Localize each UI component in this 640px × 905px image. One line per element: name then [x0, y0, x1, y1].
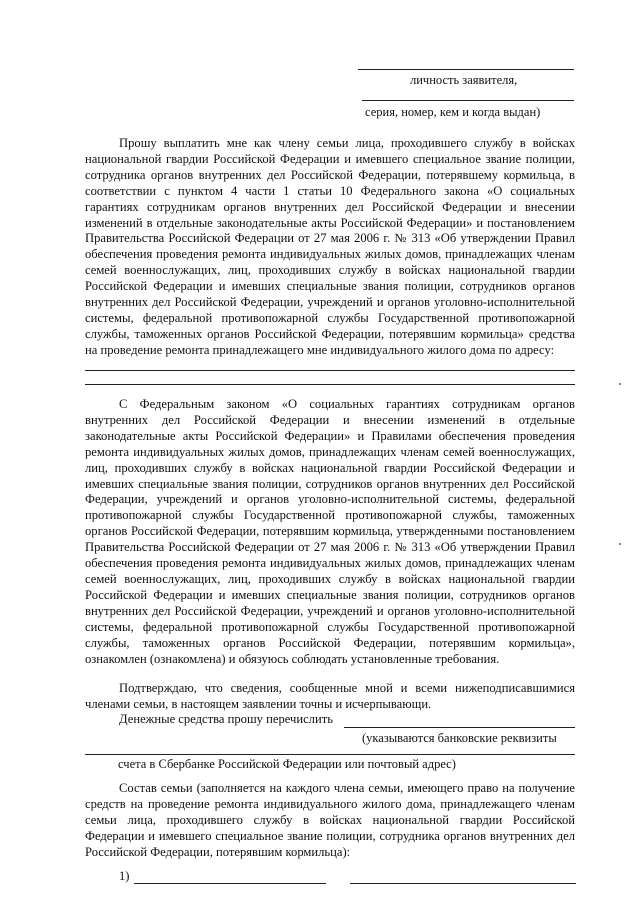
family-item-number: 1) [119, 869, 130, 883]
address-line-2[interactable] [85, 384, 575, 385]
family-item-name-line[interactable] [134, 883, 326, 884]
identity-caption: личность заявителя, [410, 73, 518, 87]
transfer-label: Денежные средства прошу перечислить [119, 712, 333, 726]
acknowledgement-paragraph-text: С Федеральным законом «О социальных гарантиях сотрудникам органов внутренних дел Российской Федерации и внесении изменений в отдельные законодательные акты Российской Федерации» и Правилами обеспечения проведения ремонта индивидуальных жилых домов, принадлежащих членам семей военнослужащих, лиц, проходивших службу в войсках национальной гвардии Российской Федерации и имевших специальные звания полиции, сотрудников органов внутренних дел Российской Федерации, учреждений и органов уголовно-исполнительной системы, федеральной противопожарной службы Государственной противопожарной службы, таможенных органов Российской Федерации, потерявшим кормильца, утвержденными постановлением Правительства Российской Федерации от 27 мая 2006 г. № 313 «Об утверждении Правил обеспечения проведения ремонта индивидуальных жилых домов, принадлежащих членам семей военнослужащих, лиц, проходивших службу в войсках национальной гвардии Российской Федерации и имевших специальные звания полиции, сотрудников органов внутренних дел Российской Федерации, учреждений и органов уголовно-исполнительной системы, федеральной противопожарной службы Государственной противопожарной службы, таможенных органов Российской Федерации, потерявшим кормильца», ознакомлен (ознакомлена) и обязуюсь соблюдать установленные требования. [85, 397, 575, 666]
family-paragraph [85, 781, 575, 861]
family-paragraph-text: Состав семьи (заполняется на каждого члена семьи, имеющего право на получение средств на проведение ремонта индивидуального жилого дома, принадлежащего членам семьи лица, проходившего службу в войсках национальной гвардии Российской Федерации и имевшего специальное звание полиции, сотрудника органов внутренних дел Российской Федерации, потерявшим кормильца): [85, 781, 575, 859]
account-caption: счета в Сбербанке Российской Федерации или почтовый адрес) [118, 757, 456, 771]
bank-caption: (указываются банковские реквизиты [362, 731, 557, 745]
account-line[interactable] [85, 754, 575, 755]
request-paragraph-text: Прошу выплатить мне как члену семьи лица, проходившего службу в войсках национальной гвардии Российской Федерации и имевшего специальное звание полиции, сотрудника органов внутренних дел Российской Федерации, потерявшему кормильца, в соответствии с пунктом 4 части 1 статьи 10 Федерального закона «О социальных гарантиях сотрудникам органов внутренних дел Российской Федерации и внесении изменений в отдельные законодательные акты Российской Федерации» и постановлением Правительства Российской Федерации от 27 мая 2006 г. № 313 «Об утверждении Правил обеспечения проведения ремонта индивидуальных жилых домов, принадлежащих членам семей военнослужащих, лиц, проходивших службу в войсках национальной гвардии Российской Федерации и имевших специальные звания полиции, сотрудников органов внутренних дел Российской Федерации, учреждений и органов уголовно-исполнительной системы, федеральной противопожарной службы Государственной противопожарной службы, таможенных органов Российской Федерации, потерявшим кормильца» средства на проведение ремонта принадлежащего мне индивидуального жилого дома по адресу: [85, 136, 575, 357]
request-paragraph [85, 136, 575, 359]
confirm-paragraph [85, 681, 575, 713]
transfer-line[interactable] [344, 727, 575, 728]
series-line[interactable] [362, 100, 574, 101]
address-line-1[interactable] [85, 370, 575, 371]
series-caption: серия, номер, кем и когда выдан) [365, 105, 541, 119]
acknowledgement-paragraph [85, 397, 575, 667]
identity-line[interactable] [358, 69, 574, 70]
confirm-paragraph-text: Подтверждаю, что сведения, сообщенные мной и всеми нижеподписавшимися членами семьи, в настоящем заявлении точны и исчерпывающи. [85, 681, 575, 711]
margin-mark [619, 543, 621, 545]
margin-mark [619, 383, 621, 385]
family-item-relation-line[interactable] [350, 883, 576, 884]
